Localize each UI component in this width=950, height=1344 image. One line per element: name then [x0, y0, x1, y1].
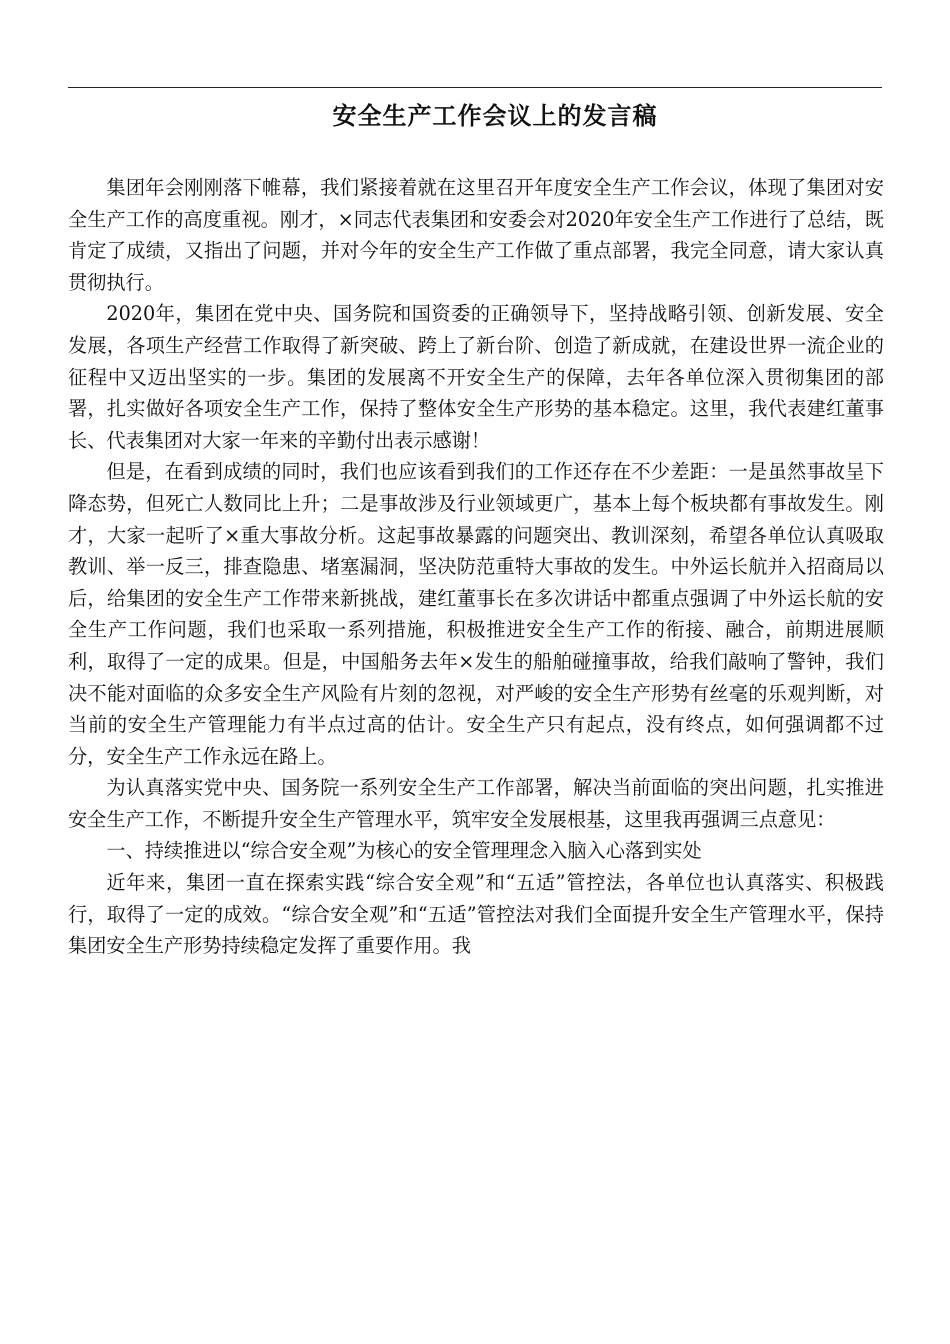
document-body	[68, 172, 884, 962]
paragraph-opening: 集团年会刚刚落下帷幕，我们紧接着就在这里召开年度安全生产工作会议，体现了集团对安全生产工作的高度重视。刚才，×同志代表集团和安委会对2020年安全生产工作进行了总结，既肯定了成绩，又指出了问题，并对今年的安全生产工作做了重点部署，我完全同意，请大家认真贯彻执行。	[68, 176, 884, 294]
document-title: 安全生产工作会议上的发言稿	[332, 102, 658, 130]
section-heading-one: 一、持续推进以“综合安全观”为核心的安全管理理念入脑入心落到实处	[106, 839, 702, 863]
header-rule	[68, 87, 882, 88]
paragraph-section-one: 近年来，集团一直在探索实践“综合安全观”和“五适”管控法，各单位也认真落实、积极践行，取得了一定的成效。“综合安全观”和“五适”管控法对我们全面提升安全生产管理水平，保持集团安全生产形势持续稳定发挥了重要作用。我	[68, 871, 884, 958]
paragraph-three-points-intro: 为认真落实党中央、国务院一系列安全生产工作部署，解决当前面临的突出问题，扎实推进安全生产工作，不断提升安全生产管理水平，筑牢安全发展根基，这里我再强调三点意见：	[68, 776, 884, 831]
paragraph-gaps: 但是，在看到成绩的同时，我们也应该看到我们的工作还存在不少差距：一是虽然事故呈下降态势，但死亡人数同比上升；二是事故涉及行业领域更广，基本上每个板块都有事故发生。刚才，大家一起听了×重大事故分析。这起事故暴露的问题突出、教训深刻，希望各单位认真吸取教训、举一反三，排查隐患、堵塞漏洞，坚决防范重特大事故的发生。中外运长航并入招商局以后，给集团的安全生产工作带来新挑战，建红董事长在多次讲话中都重点强调了中外运长航的安全生产工作问题，我们也采取一系列措施，积极推进安全生产工作的衔接、融合，前期进展顺利，取得了一定的成果。但是，中国船务去年×发生的船舶碰撞事故，给我们敲响了警钟，我们决不能对面临的众多安全生产风险有片刻的忽视，对严峻的安全生产形势有丝毫的乐观判断，对当前的安全生产管理能力有半点过高的估计。安全生产只有起点，没有终点，如何强调都不过分，安全生产工作永远在路上。	[68, 460, 884, 768]
paragraph-2020-review: 2020年，集团在党中央、国务院和国资委的正确领导下，坚持战略引领、创新发展、安全发展，各项生产经营工作取得了新突破、跨上了新台阶、创造了新成就，在建设世界一流企业的征程中又迈出坚实的一步。集团的发展离不开安全生产的保障，去年各单位深入贯彻集团的部署，扎实做好各项安全生产工作，保持了整体安全生产形势的基本稳定。这里，我代表建红董事长、代表集团对大家一年来的辛勤付出表示感谢！	[68, 302, 884, 452]
